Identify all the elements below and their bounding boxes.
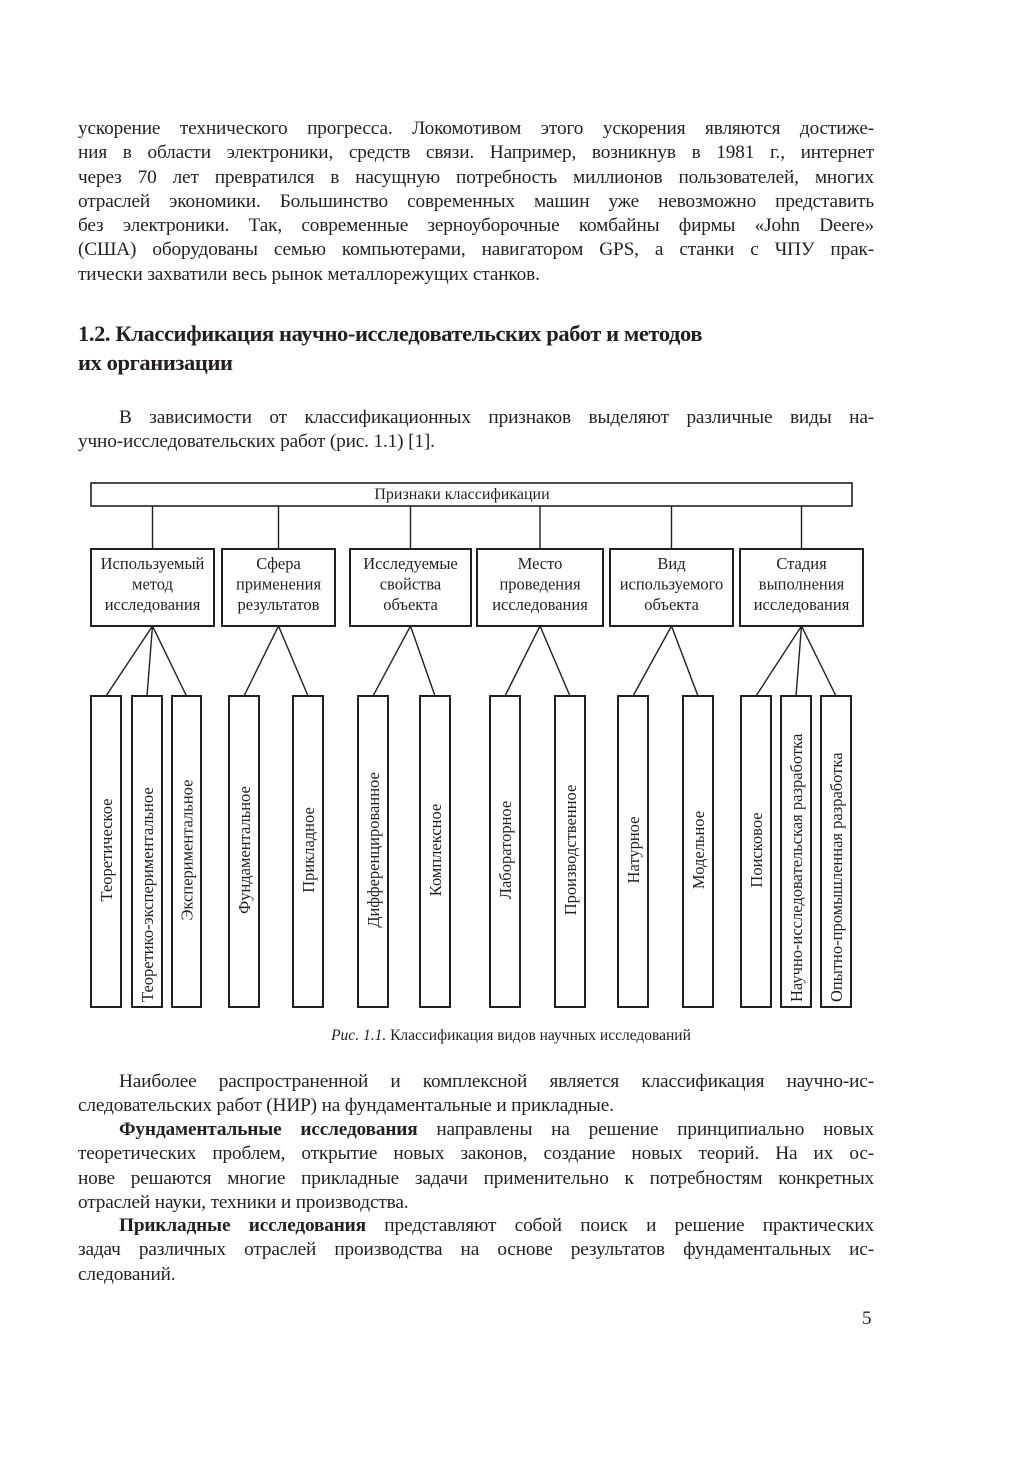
figure-caption [0,1027,1022,1045]
category-label: исследования [492,595,588,614]
category-label: результатов [237,595,320,614]
text-line: через 70 лет превратился в насущную потребность миллионов пользователей, многих [78,166,874,188]
category-label: Используемый [100,554,205,573]
text-line: нове решаются многие прикладные задачи применительно к потребностям конкретных [78,1167,874,1189]
category-label: объекта [383,595,438,614]
leaf-label: Комплексное [426,803,445,897]
leaf-node [411,626,451,1007]
text-line: отраслей экономики. Большинство современных машин уже невозможно представить [78,190,874,212]
category-label: Место [517,554,563,573]
category-node [740,506,863,1007]
text-line: Прикладные исследования представляют собой поиск и решение практических [119,1215,874,1236]
caption-text: Классификация видов научных исследований [386,1027,691,1044]
body-paragraph-1 [78,1070,874,1119]
text-line: ускорение технического прогресса. Локомотивом этого ускорения являются достиже- [78,118,874,139]
category-node [477,506,603,1007]
connector-line [633,626,672,696]
leaf-node [781,626,811,1007]
category-label: Вид [657,554,686,573]
leaf-node [672,626,714,1007]
text-line: ния в области электроники, средств связи. Например, возникнув в 1981 г., интернет [78,142,874,164]
text-line: теоретических проблем, открытие новых законов, создание новых теорий. На их ос- [78,1143,874,1165]
category-node [222,506,335,1007]
leaf-label: Модельное [689,810,708,890]
category-node [91,506,214,1007]
page-number: 5 [862,1308,872,1329]
connector-line [153,626,187,696]
leaf-node [153,626,202,1007]
category-label: применения [235,574,322,594]
leaf-node [132,626,162,1007]
root-node [91,483,852,506]
category-label: Сфера [256,554,301,573]
text-line: Фундаментальные исследования направлены на решение принципиально новых [119,1119,874,1140]
text-line: (США) оборудованы семью компьютерами, навигатором GPS, а станки с ЧПУ прак- [78,239,874,261]
leaf-label: Лабораторное [496,800,515,900]
leaf-label: Теоретико-экспериментальное [138,787,157,1002]
leaf-node [279,626,324,1007]
connector-line [373,626,411,696]
text-line: тически захватили весь рынок металлорежущих станков. [78,263,540,285]
text-line: задач различных отраслей производства на основе результатов фундаментальных ис- [78,1239,874,1261]
leaf-node [618,626,672,1007]
text-line: В зависимости от классификационных признаков выделяют различные виды на- [119,407,874,428]
connector-line [802,626,837,696]
leaf-node [229,626,279,1007]
text-line: Наиболее распространенной и комплексной является классификация научно-ис- [119,1071,874,1092]
text-line: отраслей науки, техники и производства. [78,1191,409,1213]
connector-line [279,626,309,696]
body-paragraph-3 [78,1214,874,1287]
text-line: учно-исследовательских работ (рис. 1.1) [1]. [78,431,435,453]
connector-line [244,626,279,696]
leaf-label: Производственное [561,784,580,916]
connector-line [411,626,436,696]
category-label: метод [132,574,173,594]
leaf-label: Фундаментальное [235,786,254,914]
connector-line [796,626,802,696]
root-label: Признаки классификации [374,486,550,503]
leaf-label: Прикладное [299,807,318,893]
leaf-label: Опытно-промышленная разработка [827,752,846,1002]
leaf-node [490,626,540,1007]
connector-line [672,626,699,696]
body-paragraph-2 [78,1118,874,1215]
text-line: следовательских работ (НИР) на фундаментальные и прикладные. [78,1095,614,1117]
leaf-label: Научно-исследовательская разработка [787,733,806,1002]
section-heading-line: 1.2. Классификация научно-исследовательских работ и методов [78,321,703,346]
category-node [350,506,471,1007]
connector-line [540,626,570,696]
text-line: без электроники. Так, современные зерноуборочные комбайны фирмы «John Deere» [78,215,874,237]
leaf-label: Экспериментальное [177,779,197,921]
category-label: Исследуемые [363,554,458,573]
connector-line [106,626,153,696]
leaf-label: Дифференцированное [364,772,383,928]
category-label: проведения [499,574,581,594]
leaf-node [802,626,852,1007]
connector-line [147,626,153,696]
leaf-label: Натурное [624,816,643,884]
section-heading-line: их организации [78,349,233,375]
category-label: объекта [644,595,699,614]
connector-line [756,626,802,696]
bold-term: Прикладные исследования [119,1215,366,1236]
connector-line [505,626,540,696]
category-node [610,506,733,1007]
category-label: исследования [104,595,201,614]
leaf-node [540,626,585,1007]
leaf-label: Поисковое [747,812,766,888]
caption-prefix: Рис. 1.1. [331,1027,387,1044]
leaf-label: Теоретическое [97,798,116,902]
category-label: выполнения [758,574,845,594]
category-label: используемого [619,574,724,594]
leaf-node [358,626,411,1007]
category-label: свойства [379,574,442,594]
text-line: следований. [78,1263,176,1285]
category-label: исследования [753,595,850,614]
category-label: Стадия [776,554,827,573]
bold-term: Фундаментальные исследования [119,1119,418,1140]
